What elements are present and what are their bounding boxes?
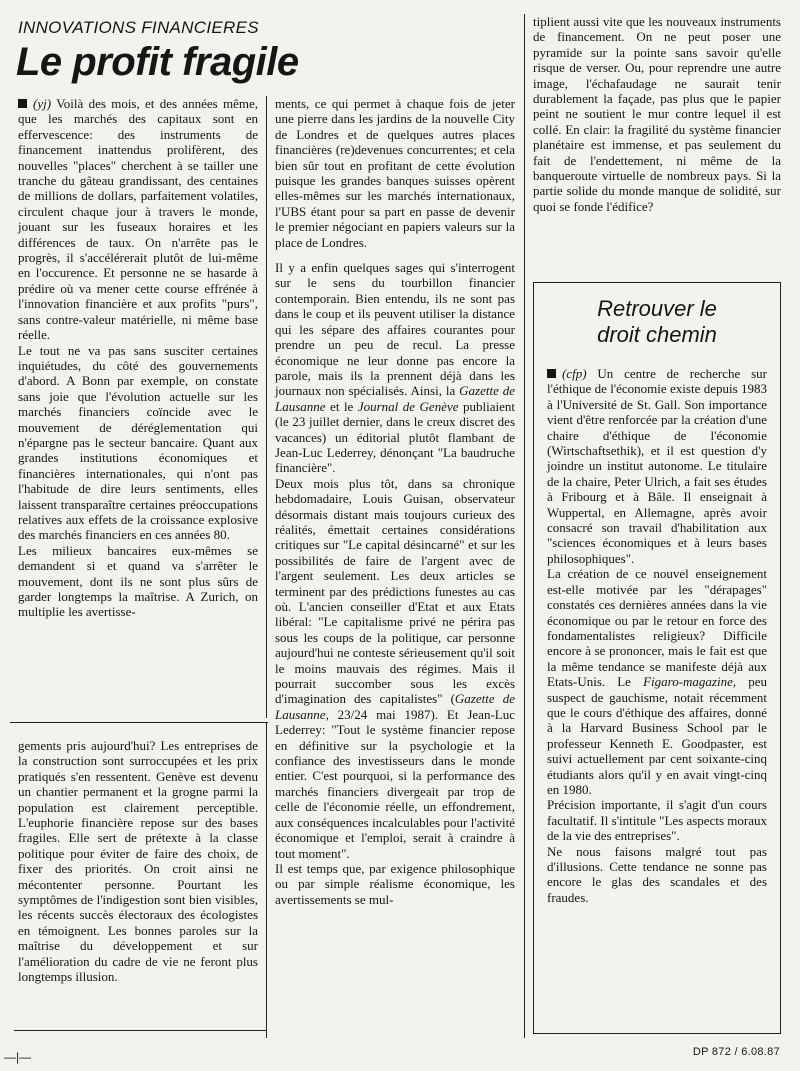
sidebar-paragraph: Ne nous faisons malgré tout pas d'illusions. Cette tendance ne sonne pas encore le glas des scandales et des fraudes. [547,843,767,905]
sidebar-paragraph: (cfp) Un centre de recherche sur l'éthique de l'économie existe depuis 1983 à l'Université de St. Gall. Son importance vient d'être renforcée par la création d'une chaire d'éthique de l'économie (Wirtschaftsethik), et il est question d'y joindre un institut autonome. Le titulaire de la chaire, Peter Ulrich, a fait ses études à Fribourg et à Bâle. Il enseignait à Wuppertal, en Allemagne, après avoir consacré son travail d'habilitation aux "sciences économiques et à leurs bases philosophiques". [547,366,767,566]
section-rule [10,722,268,723]
article-paragraph: Il est temps que, par exigence philosophique ou par simple réalisme économique, les avertissements se mul- [275,860,515,907]
article-paragraph: gements pris aujourd'hui? Les entreprises de la construction sont surroccupées et les prix pratiqués s'en ressentent. Genève est devenu un chantier permanent et la grogne parmi la population est clairement perceptible. L'euphorie financière repose sur des bases fragiles. Elle sert de prétexte à la classe politique pour éviter de faire des choix, de fixer des priorités. On croit ainsi ne mécontenter personne. Pourtant les symptômes de l'indigestion sont bien visibles, les récents succès électoraux des écologistes en témoignent. Les bonnes paroles sur la maîtrise du développement et sur l'amélioration du cadre de vie ne feront plus longtemps illusion. [18,738,258,985]
article-column-1-continued [18,738,258,985]
sidebar-body [547,366,767,905]
article-paragraph: Deux mois plus tôt, dans sa chronique hebdomadaire, Louis Guisan, observateur désormais distant mais toujours curieux des réalités, émettait certaines considérations critiques sur "Le capital désincarné" et sur les possibilités de faire de l'argent avec de l'argent seulement. Les deux articles se terminent par des prédictions funestes au cas où. L'ancien conseiller d'Etat et aux Etats libéral: "Le capitalisme privé ne périra pas sous les coups de la politique, car personne aujourd'hui ne conteste sérieusement qu'il soit le moins mauvais des régimes. Mais il pourrait succomber sous les excès d'imagination des capitalistes" (Gazette de Lausanne, 23/24 mai 1987). Et Jean-Luc Lederrey: "Tout le système financier repose en définitive sur la psychologie et la confiance des investisseurs dans le monde entier. C'est pourquoi, si la performance des marchés financiers divergeait par trop de celle de l'économie réelle, un effondrement, aux conséquences incalculables pour l'activité économique et l'emploi, serait à craindre à tout moment". [275,475,515,861]
article-paragraph: Le tout ne va pas sans susciter certaines inquiétudes, du côté des gouvernements d'abord. A Bonn par exemple, on constate sans joie que l'évolution actuelle sur les marchés financiers coïncide avec le mouvement de déréglementation qui n'épargne pas le secteur bancaire. Quant aux grandes institutions économiques et financières internationales, qui n'ont pas l'habitude de dire leurs sentiments, elles laissent transparaître certaines préoccupations relatives aux effets de la croissance explosive des marchés financiers en ces années 80. [18,342,258,543]
sidebar-paragraph: La création de ce nouvel enseignement est-elle motivée par les "dérapages" constatés ces dernières années dans la vie économique ou par le retour en force des fondamentalistes religieux? Difficile encore à se prononcer, mais le fait est que la même tendance se manifeste déjà aux Etats-Unis. Le Figaro-magazine, peu suspect de gauchisme, notait récemment que le cours d'éthique des affaires, donné à la Harvard Business School par le professeur Kenneth E. Goodpaster, est suivi actuellement par cent soixante-cinq étudiants alors qu'il y en avait vingt-cinq en 1980. [547,566,767,797]
article-paragraph: Les milieux bancaires eux-mêmes se demandent si et quand va s'arrêter le mouvement, dont ils ne sont plus sûrs de garder longtemps la maîtrise. A Zurich, on multiplie les avertisse- [18,542,258,620]
byline: (cfp) [562,366,587,381]
section-kicker: INNOVATIONS FINANCIERES [18,18,259,37]
article-column-1 [18,96,258,620]
column-rule [266,96,267,718]
article-column-3 [533,14,781,214]
corner-mark: —|— [4,1050,32,1064]
column-rule [524,14,525,1038]
sidebar-title: Retrouver le droit chemin [597,296,717,347]
article-paragraph: (yj) Voilà des mois, et des années même, que les marchés des capitaux sont en effervescence: des instruments de financement inattendus prolifèrent, des nouvelles "places" cherchent à se tailler une tranche du gâteau grandissant, des centaines de millions de dollars, parfaitement volatiles, circulent chaque jour à travers le monde, jouant sur les fuseaux horaires et les différences de taux. On n'arrête pas le progrès, il s'accélérerait plutôt de lui-même en l'occurence. Et personne ne se hasarde à prédire où va mener cette course effrénée à l'innovation financière et aux profits "purs", sans contre-valeur matérielle, ni même base réelle. [18,96,258,343]
article-paragraph: tiplient aussi vite que les nouveaux instruments de financement. On ne peut poser une pyramide sur la pointe sans savoir qu'elle risque de verser. Ou, pour reprendre une autre image, l'échafaudage ne saurait tenir durablement la façade, pas plus que le papier peint ne soutient le mur contre lequel il est collé. En clair: la fragilité du système financier planétaire est immense, et pas seulement du fait de l'endettement, ni même de la banqueroute virtuelle de nombreux pays. Si la partie solide du monde manque de solidité, sur quoi se fonde l'édifice? [533,14,781,214]
issue-footer: DP 872 / 6.08.87 [692,1046,780,1058]
bullet-square-icon [18,99,27,108]
column-rule [266,722,267,1038]
article-headline: Le profit fragile [16,40,299,84]
article-paragraph: ments, ce qui permet à chaque fois de jeter une pierre dans les jardins de la nouvelle City de Londres et de quelques autres places financières (re)devenues concurrentes; et cela bien sûr tout en profitant de cette évolution puisque les grandes banques suisses opèrent elles-mêmes sur les marchés internationaux, l'UBS étant pour sa part en passe de devenir le premier négociant en papiers valeurs sur la place de Londres. [275,96,515,250]
section-rule [14,1030,266,1031]
byline: (yj) [33,96,52,111]
article-column-2 [275,96,515,907]
article-paragraph: Il y a enfin quelques sages qui s'interrogent sur le sens du tourbillon financier contemporain. Bien entendu, ils ne sont pas dans le coup et ils peuvent utiliser la distance qui les sépare des affaires courantes pour prendre un peu de recul. La presse économique ne leur donne pas encore la parole, mais ils la prennent déjà dans les journaux non spécialisés. Ainsi, la Gazette de Lausanne et le Journal de Genève publiaient (le 23 juillet dernier, dans le creux discret des vacances) un éditorial plutôt flambant de Jean-Luc Lederrey, dénonçant "La baudruche financière". [275,260,516,476]
bullet-square-icon [547,369,556,378]
sidebar-paragraph: Précision importante, il s'agit d'un cours facultatif. Il s'intitule "Les aspects moraux de la vie des entreprises". [547,797,767,844]
